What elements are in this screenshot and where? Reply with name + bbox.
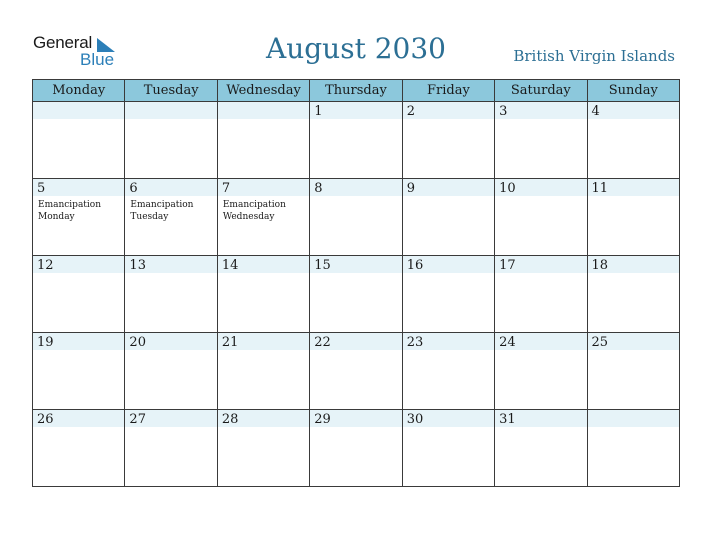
day-cell [402,410,494,487]
country-name: British Virgin Islands [513,47,675,65]
day-number: 23 [406,335,424,350]
day-cell [402,102,494,179]
day-cell [33,102,125,179]
day-cell [495,256,587,333]
day-cell-band [33,179,124,196]
day-cell [587,410,679,487]
day-number: 14 [221,258,239,273]
week-row [33,102,680,179]
weekday-header: Monday [33,80,125,102]
day-number: 2 [406,104,415,119]
day-number: 7 [221,181,231,196]
day-number: 3 [499,104,508,119]
day-cell-band [495,102,586,119]
day-number: 6 [129,181,138,196]
day-cell-band [588,102,679,119]
calendar-grid [32,79,680,487]
weekday-header: Sunday [587,80,679,102]
day-cell [125,333,217,410]
logo-general-text: General [33,33,93,52]
day-number: 31 [499,412,516,427]
day-cell [310,410,402,487]
day-cell-band [125,102,216,119]
day-cell-band [218,102,309,119]
day-cell [402,333,494,410]
day-cell [217,179,309,256]
day-cell [33,333,125,410]
day-number: 30 [406,412,424,427]
day-cell [33,179,125,256]
day-number: 10 [499,181,516,196]
day-number: 12 [37,258,54,273]
day-cell-band [33,102,124,119]
day-cell [125,102,217,179]
day-number: 16 [406,258,424,273]
day-cell [217,333,309,410]
day-cell [125,256,217,333]
day-cell [33,410,125,487]
weekday-header: Friday [402,80,494,102]
day-number: 9 [406,181,415,196]
day-number: 19 [37,335,54,350]
day-cell-band [218,179,309,196]
day-number: 26 [37,412,54,427]
day-cell [125,410,217,487]
day-cell [495,102,587,179]
weekday-header: Saturday [495,80,587,102]
weekday-header: Thursday [310,80,402,102]
day-number: 1 [314,104,323,119]
day-cell [495,333,587,410]
day-number: 8 [314,181,323,196]
logo-blue-text: Blue [80,50,115,69]
day-cell [495,410,587,487]
day-cell [310,102,402,179]
day-number: 29 [314,412,331,427]
day-cell [217,256,309,333]
week-row [33,333,680,410]
weekday-header: Tuesday [125,80,217,102]
day-number: 13 [129,258,146,273]
day-cell [125,179,217,256]
day-number: 27 [129,412,146,427]
day-cell [402,179,494,256]
day-number: 17 [499,258,516,273]
day-cell [33,256,125,333]
day-cell [217,102,309,179]
day-number: 20 [129,335,146,350]
day-number: 21 [221,335,239,350]
day-cell [402,256,494,333]
day-cell [310,333,402,410]
holiday-label: Emancipation Tuesday [130,200,194,222]
day-cell [495,179,587,256]
day-number: 4 [591,104,600,119]
day-cell-band [310,102,401,119]
day-number: 22 [314,335,331,350]
day-cell [587,333,679,410]
page-title: August 2030 [266,32,446,65]
day-number: 28 [221,412,239,427]
day-number: 15 [314,258,331,273]
week-row [33,410,680,487]
day-number: 18 [591,258,609,273]
week-row [33,256,680,333]
holiday-label: Emancipation Wednesday [222,200,286,222]
weekday-header: Wednesday [217,80,309,102]
day-cell-band [588,410,679,427]
day-number: 25 [591,335,609,350]
day-number: 5 [37,181,46,196]
weekday-header-row [33,80,680,102]
day-cell [310,256,402,333]
day-cell [310,179,402,256]
day-cell-band [403,102,494,119]
holiday-label: Emancipation Monday [38,200,102,222]
day-number: 11 [591,181,609,196]
day-cell [587,256,679,333]
day-cell-band [403,179,494,196]
day-cell [587,179,679,256]
day-cell-band [125,179,216,196]
day-cell [217,410,309,487]
day-cell-band [310,179,401,196]
week-row [33,179,680,256]
day-number: 24 [499,335,516,350]
day-cell [587,102,679,179]
